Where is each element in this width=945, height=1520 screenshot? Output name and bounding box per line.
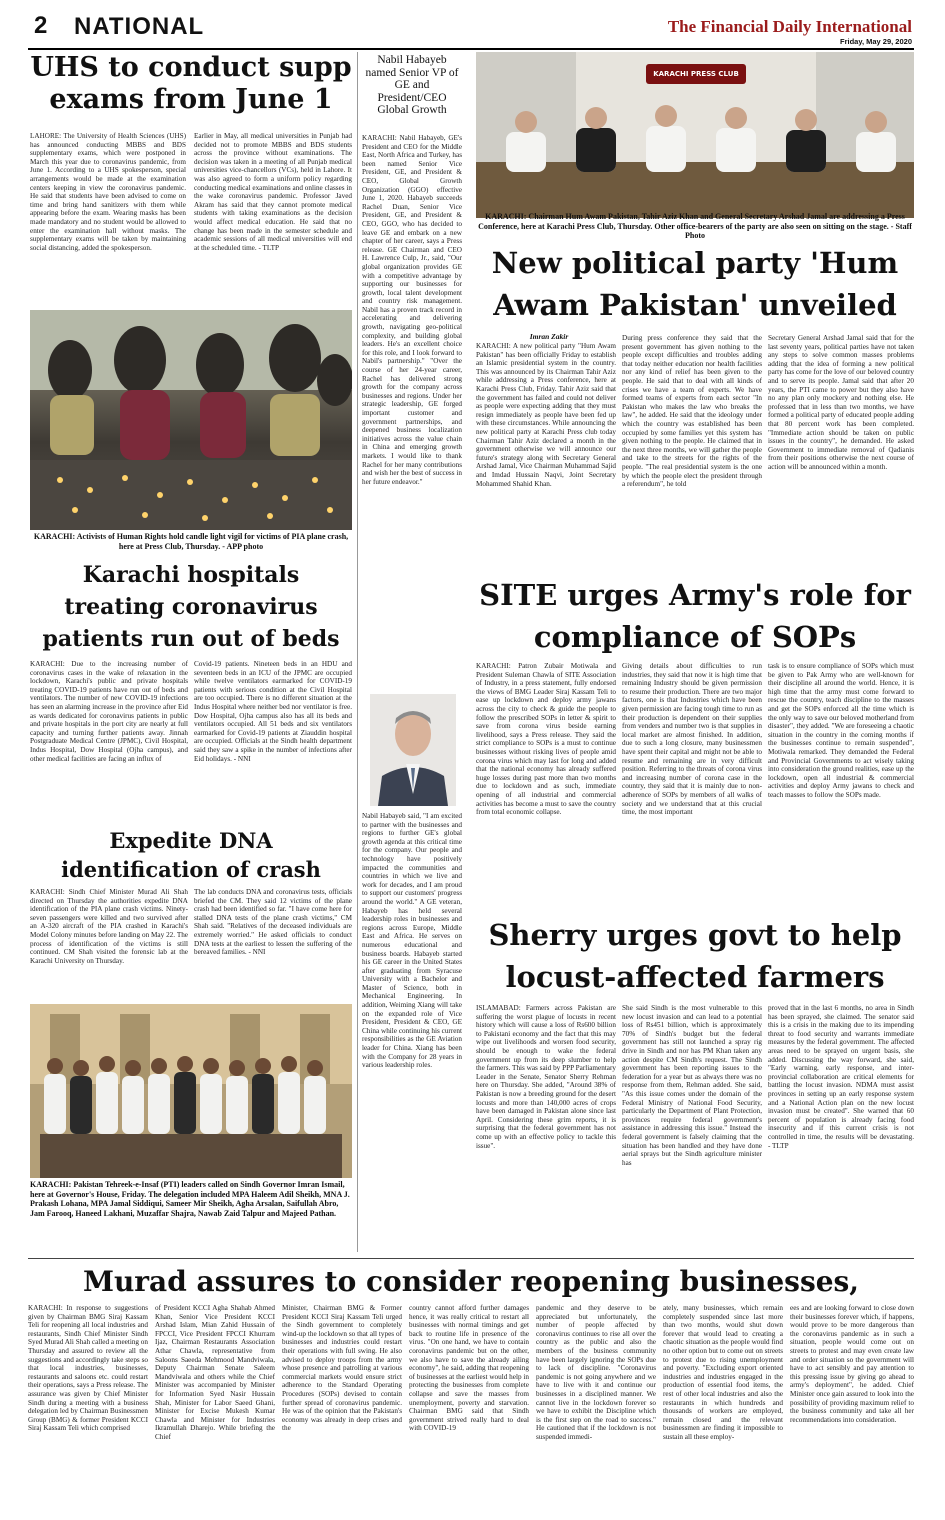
- body-sherry-col3: proved that in the last 6 months, no area in Sindh has been sprayed, she claimed. The senator said this is a crisis in the making due to its impending threat to food security and warrants immediate measures by the federal government. The affected areas need to be sprayed on urgent basis, she added. Discussing the way forward, she said, "Early warning, early response, and inter-provincial collaboration are critical elements for battling the locust invasion. NDMA must assist provinces in setting up an early response system and a National Action plan on the new locust invasion must be created". She warned that 60 percent of population is already facing food insecurity and if this current crisis is not controlled in time, the results will be devastating. - TLTP: [768, 1004, 914, 1150]
- body-murad-col4: country cannot afford further damages hence, it was really critical to restart all businesses with normal timings and get back to routine life in presence of the virus. "On one hand, we have to contain coronavirus pandemic but on the other, we also have to save the already ailing economy", he said, adding that reopening of businesses at the earliest would help in protecting the businesses from complete collapse and save the masses from unemployment, poverty and starvation. Chairman BMG said that Sindh government strived really hard to deal with COVID-19: [409, 1304, 529, 1433]
- portrait-figure: [370, 694, 456, 806]
- newspaper-name: The Financial Daily International: [667, 17, 912, 36]
- caption-pti: KARACHI: Pakistan Tehreek-e-Insaf (PTI) leaders called on Sindh Governor Imran Ismail, here at Governor's House, Friday. The delegation included MPA Haleem Adil Sheikh, MNA J. Prakash Lohana, MPA Jamal Siddiqui, Sameer Mir Sheikh, Agha Arsalan, Saifullah Abro, Jam Farooq, Haneed Lakhani, Muzaffar Shajra, Nawab Zaid Talpur and Majeed Pathan.: [30, 1180, 350, 1218]
- vigil-scene: [30, 310, 352, 530]
- headline-site: SITE urges Army's role for compliance of SOPs: [479, 578, 911, 655]
- headline-sherry: Sherry urges govt to help locust-affected farmers: [488, 918, 902, 995]
- body-hum-awam-col2: During press conference they said that the present government has given nothing to the people except difficulties and troubles adding that today neither education nor health facilities nor any kind of relief has been given to the people. He said that to deal with all kinds of crises we have a team of experts. We have formed teams of experts from each sector "In Pakistan who makes the law who breaks the law", he added. He said that the ideology under which the country was established has been occupied by some families yet this system has given nothing to the people. He claimed that in the next three months, we will gather the people and take to the streets for the rights of the people. "The real presidential system is the one by which the people elect the president through a referendum", he told: [622, 334, 762, 489]
- press-club-sign: KARACHI PRESS CLUB: [653, 70, 739, 78]
- headline-hospitals: Karachi hospitals treating coronavirus patients run out of beds: [42, 562, 340, 652]
- body-hospitals-col2: Covid-19 patients. Nineteen beds in an HDU and seventeen beds in an ICU of the JPMC are occupied while twelve ventilators earmarked for COVID-19 patients with serious condition at the Civil Hospital are too occupied. There is no different situation at the Indus Hospital where neither bed nor ventilator is free. Dow Hospital, Ojha campus also has all its beds and ventilators occupied. All 51 beds and six ventilators earmarked for Covid-19 patients at Ziauddin hospital are occupied. Officials at the Sindh health department said they saw a spike in the number of infections after Eid holidays. - NNI: [194, 660, 352, 763]
- candle-vigil-photo: [30, 310, 352, 530]
- headline-hum-awam: New political party 'Hum Awam Pakistan' unveiled: [491, 246, 899, 323]
- headline-uhs: UHS to conduct supp exams from June 1: [30, 52, 352, 115]
- body-sherry-col2: She said Sindh is the most vulnerable to this new locust invasion and can lead to a potential loss of Rs451 billion, which is approximately 70% of Sindh's budget but the federal government has still not launched a spray rig drive in Sindh and nor has PM Khan taken any action despite CM Sindh's request. The Sindh government has been reporting issues to the federation for a year but as always there was no response from them, Rehman added. She said, "As this issue comes under the domain of the Federal Ministry of National Food Security, particularly the Department of Plant Protection, provinces require federal government's assistance in addressing this issue." Instead the federal government is falsely claiming that the situation has been handled and they have done aerial sprays but the Sindh agriculture minister has: [622, 1004, 762, 1167]
- body-nabil-col1: KARACHI: Nabil Habayeb, GE's President and CEO for the Middle East, North Africa and Turkey, has been named Senior Vice President, GE, and President & CEO, Global Growth Organization (GGO) effective June 1, 2020. Habayeb succeeds Rachel Duan, Senior Vice President, GE, and President & CEO, GGO, who has decided to leave GE and embark on a new chapter of her career, says a Press release. GE Chairman and CEO H. Lawrence Culp, Jr., said, "Our global organization provides GE with a competitive advantage by supporting our businesses for growth, local talent development and country risk management. Nabil has a proven track record in accelerating and delivering growth, navigating geo-political complexity, and building global leaders. He's an excellent choice for this role, and I look forward to Nabil's partnership." "Over the course of her 24-year career, Rachel has delivered strong growth for the company across businesses and regions. Under her strategic leadership, GE forged important customer and government partnerships, and deepened business localization initiatives across the value chain in China and emerging growth markets. I would like to thank Rachel for her many contributions and wish her the best of success in her future endeavor.": [362, 134, 462, 486]
- headline-murad: Murad assures to consider reopening businesses,: [82, 1265, 860, 1298]
- byline-hum-awam: Imran Zakir: [529, 332, 569, 341]
- headline-dna: Expedite DNA identification of crash: [61, 828, 321, 883]
- caption-press-conference: KARACHI: Chairman Hum Awam Pakistan, Tahir Aziz Khan and General Secretary Arshad Jamal are addressing a Press Conference, here at Karachi Press Club, Thursday. Other office-bearers of the party are also seen on sitting on the stage. - Staff Photo: [478, 212, 912, 241]
- nabil-portrait-photo: [370, 694, 456, 806]
- bottom-story-rule: [28, 1258, 914, 1259]
- issue-date: Friday, May 29, 2020: [840, 37, 912, 46]
- masthead-rule: [28, 48, 914, 50]
- body-uhs-col1: LAHORE: The University of Health Sciences (UHS) has announced conducting MBBS and BDS supplementary exams, which were postponed in March this year due to coronavirus pandemic, from June 1. According to a UHS spokesperson, special arrangements would be made at the examination centers keeping in view the coronavirus pandemic. He said that students have been advised to come on time and bring hand sanitizers with them while appearing before the exam. Wearing masks has been made mandatory and no student would be allowed to enter the examination hall without masks. The supplementary exams will be taken by maintaining social distancing, added the spokesperson.: [30, 132, 186, 252]
- pti-group-scene: [30, 1004, 352, 1178]
- body-murad-col1: KARACHI: In response to suggestions given by Chairman BMG Siraj Kassam Teli for reopening all local industries and restaurants, Sindh Chief Minister Sindh Syed Murad Ali Shah called a meeting on Thursday and assured to review all the suggestions and accordingly take steps so that local industries, businesses, restaurants and saloons etc. could restart their operations, says a Press release. The assurance was given by Chief Minister Sindh during a meeting with a business delegation led by Chairman Businessmen Group (BMG) & former President KCCI Siraj Kassam Teli which comprised: [28, 1304, 148, 1433]
- body-sherry-col1: ISLAMABAD: Farmers across Pakistan are suffering the worst plague of locusts in recent history which will cause a loss of Rs600 billion to Pakistani economy and the fact that this may wipe out livelihoods and worsen food security, should be enough to wake the federal government up from its deep slumber to help the farmers. This was said by PPP Parliamentary Leader in the Senate, Senator Sherry Rehman here on Thursday. She added, "Around 38% of Pakistan is now a breeding ground for the desert locusts and more than 140,000 acres of crops have been damaged in Pakistan alone since last April. Considering these grim reports, it is surprising that the federal government has not come up with an effective policy to tackle this issue".: [476, 1004, 616, 1150]
- page-number: 2: [34, 12, 48, 39]
- column-rule-left: [357, 52, 358, 1252]
- headline-nabil: Nabil Habayeb named Senior VP of GE and President/CEO Global Growth: [365, 54, 459, 117]
- body-murad-col3: Minister, Chairman BMG & Former President KCCI Siraj Kassam Teli urged the Sindh government to completely wind-up the lockdown so that all types of businesses and industries could restart their operations with full swing. He also advised to deploy troops from the army whose presence and patrolling at various commercial markets would ensure strict adherence to the Standard Operating Procedures (SOPs) devised to contain further spread of coronavirus pandemic. He was of the opinion that the Pakistan's economy was already in deep crises and the: [282, 1304, 402, 1433]
- body-hum-awam-col1: KARACHI: A new political party "Hum Awam Pakistan" has been officially Friday to establish an Islamic presidential system in the country. This was announced by its Chairman Tahir Aziz while addressing a Press conference, here at Karachi Press Club, Friday. Tahir Aziz said that the government has failed and could not deliver as people were expecting adding that they must resign immediately as people have been fed up with these circumstances. While announcing the new political party at Karachi Press club today Chairman Tahir Aziz declared a month in the government otherwise we will announce our future's strategy along with Secretary General Arshad Jamal, Vice Chairman Muhammad Sajid and Imdad Hussain Naqvi, Joint Secretary Mohammed Shahid Khan.: [476, 342, 616, 488]
- body-dna-col2: The lab conducts DNA and coronavirus tests, officials briefed the CM. They said 12 victims of the plane crash had been identified so far. "I have come here for stalled DNA tests of the plane crash victims," CM Shah said. "Relatives of the deceased individuals are extremely worried." He asked officials to conduct DNA tests at the earliest to lessen the suffering of the bereaved families. - NNI: [194, 888, 352, 957]
- body-hospitals-col1: KARACHI: Due to the increasing number of coronavirus cases in the wake of relaxation in the lockdown, Karachi's public and private hospitals treating COVID-19 patients have run out of beds and ventilators. The number of new COVID-19 infections has seen an alarming increase in the province after Eid as wards dedicated for coronavirus patients in public and private hospitals in the port city are nearly at full capacity and turning further patients away. Jinnah Postgraduate Medical Centre (JPMC), Civil Hospital, Indus Hospital, Dow Hospital (Ojha campus), and other medical facilities are facing an influx of: [30, 660, 188, 763]
- pti-delegation-photo: [30, 1004, 352, 1178]
- caption-vigil: KARACHI: Activists of Human Rights hold candle light vigil for victims of PIA plane crash, here at Press Club, Thursday. - APP photo: [33, 532, 349, 551]
- body-murad-col5: pandemic and they deserve to be appreciated but unfortunately, the number of people affected by coronavirus continues to rise all over the country as the public and also the members of the business community have been largely ignoring the SOPs due to lack of discipline. "Coronavirus pandemic is not going anywhere and we have to live with it and continue our businesses in a disciplined manner. We cannot live in the lockdown forever so we have to exhibit the Discipline which is the first step on the road to success." He cautioned that if the lockdown is not suspended immedi-: [536, 1304, 656, 1441]
- body-uhs-col2: Earlier in May, all medical universities in Punjab had decided not to promote MBBS and BDS students across the province without examinations. The decision was taken in a meeting of all Punjab medical universities vice-chancellors (VCs), held in Lahore. It was also agreed to form a uniform policy regarding conducting medical examinations and online classes in the wake coronavirus pandemic. Professor Javed Akram has said that they cannot promote medical students with taking examinations as the decision would affect medical education. He said that no change has been made in the semester schedule and academic sessions of all medical universities will end at the scheduled time. - TLTP: [194, 132, 352, 252]
- body-site-col3: task is to ensure compliance of SOPs which must be given to Pak Army who are well-known for their discipline all around the world. Hence, it is high time that the army must come forward to rescue the country, teach discipline to the masses and get the SOPs enforced all the time which is the only way to save our beloved motherland from disaster", they added. "We are foreseeing a chaotic situation in the country in the coming months if the businesses continue to remain suspended", Motiwala remarked. They demanded the Federal and Provincial Governments to act wisely taking into consideration the ground realities, ease up the lockdown, open all industrial & commercial activities and deploy Army jawans to check and teach masses to follow the SOPs made.: [768, 662, 914, 799]
- body-dna-col1: KARACHI: Sindh Chief Minister Murad Ali Shah directed on Thursday the authorities expedite DNA identification of the PIA plane crash victims. Ninety-seven passengers were killed and two survived after an A-320 aircraft of the PIA crashed in Karachi's Model Colony minutes before landing on May 22. The process of identification of the victims is still continued. CM Shah visited the forensic lab at the Karachi University on Thursday.: [30, 888, 188, 965]
- body-murad-col6: ately, many businesses, which remain completely suspended since last more than two months, would shut down forever that would lead to creating a chaotic situation as the people would find no other option but to come out on streets to protest due to rising unemployment and poverty. "Excluding export oriented industries and industries engaged in the production of essential food items, the rest of other local industries and also the restaurants in which hundreds and thousands of workers are employed, remain closed and the relevant businessmen are finding it impossible to sustain all these employ-: [663, 1304, 783, 1441]
- body-murad-col2: of President KCCI Agha Shahab Ahmed Khan, Senior Vice President KCCI Arshad Islam, Mian Zahid Hussain of FPCCI, Vice President FPCCI Khurram Ijaz, Chairman Restaurants Association Athar Chawla, representative from Saloons Saeeda Mehmood Mandviwala, Deputy Chairman Senate Saleem Mandviwala and others while the Chief Minister was accompanied by Minister for Information Syed Nasir Hussain Shah, Minister for Labor Saeed Ghani, Minister for Excise Mukesh Kumar Chawla and Minister for Industries Ikramullah Dharejo. While briefing the Chief: [155, 1304, 275, 1441]
- body-site-col2: Giving details about difficulties to run industries, they said that now it is high time that remaining Industry should be given permission to resume their production. There are two major factors, one is that Industries which have been given permission are facing tough time to run as their production is dependent on their supplies from venders and number two is that supplies in local market are almost finished. In addition, due to such a long closure, many businessmen have spent their capital and might not be able to resume and remaining are in very difficult position. Referring to the threats of corona virus and increasing number of corona case in the country, they said that it is mainly due to non-adherence of SOPs by members of all walks of society and we understand that at this crucial time, the most important: [622, 662, 762, 817]
- body-hum-awam-col3: Secretary General Arshad Jamal said that for the last seventy years, political parties have not taken any steps to solve common masses problems adding that the idea of forming a new political party has come for the love of our beloved country and to serve its people. Jamal said that after 20 years, the PTI came to power but they also have no any plan only mockery and nothing else. He professed that in less than two months, we have formed a political party of educated people adding that 80 percent work has been completed. "Immediate action should be taken on public issues in the country", he demanded. He asked Government to immediate removal of Qadianis from their positions otherwise the next course of action will be announced within a month.: [768, 334, 914, 471]
- body-nabil-col2: Nabil Habayeb said, "I am excited to partner with the businesses and regions to further GE's global growth agenda at this critical time for the company. Our people and technology have positively impacted the communities and countries in which we live and work for decades, and I am proud to support our customers' progress around the world." A GE veteran, Habayeb has held several leadership roles in businesses and regions across Europe, Middle East and Africa. He serves on numerous educational and business boards. Habayeb started his GE career in the United States after graduating from Syracuse University with a Bachelor and Master of Science, both in Mechanical Engineering. In addition, Weiming Xiang will take on the expanded role of Vice President, President & CEO, GE China while continuing his current responsibilities as the GE Aviation leader for China. Xiang has been with the Company for 28 years in various leadership roles.: [362, 812, 462, 1070]
- section-title: NATIONAL: [74, 13, 205, 40]
- body-murad-col7: ees and are looking forward to close down their businesses forever which, if happens, would prove to be more dangerous than the coronavirus pandemic as in such a situation, people would come out on streets to protest and may even create law and order situation so the government will have to act sensibly and pay attention to this pressing issue by giving go ahead to army's deployment", he added. Chief Minister once gain assured to look into the possibility of providing maximum relief to the business community and take all her recommendations into consideration.: [790, 1304, 914, 1424]
- body-site-col1: KARACHI: Patron Zubair Motiwala and President Suleman Chawla of SITE Association of Industry, in a press statement, fully endorsed the views of BMG Leader Siraj Kassam Teli to ease up lockdown and deploy army jawans across the city to check & guide the people to follow the prescribed SOPs in letter & spirit to save from corona virus beside earning livelihood, says a Press release. They said the strict compliance to SOPs is a must to continue businesses without risking lives of people amid corona virus which may last for long and added that the national economy has already suffered huge losses during past more than two months due to lockdown and as such, immediate opening of all industrial and commercial activities has become a must to save the country from total economic collapse.: [476, 662, 616, 817]
